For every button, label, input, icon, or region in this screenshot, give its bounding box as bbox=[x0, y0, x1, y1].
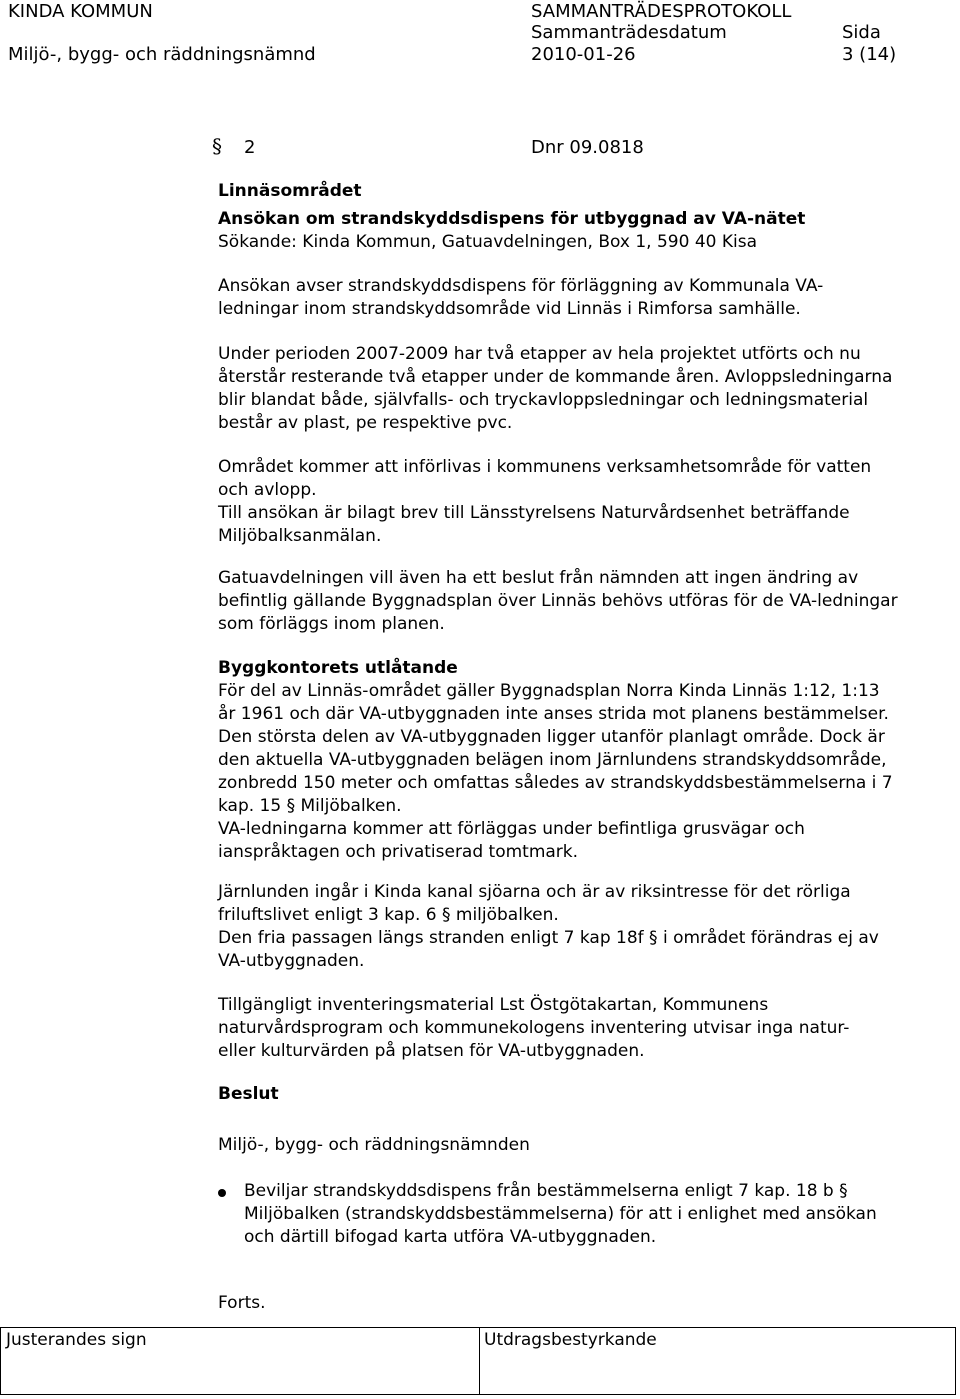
text-line: återstår resterande två etapper under de kommande åren. Avloppsledningarna bbox=[218, 367, 893, 387]
paragraph-byggkontor bbox=[218, 680, 960, 864]
org-name: KINDA KOMMUN bbox=[8, 1, 153, 22]
bullet-icon bbox=[218, 1189, 226, 1197]
meeting-date-label: Sammanträdesdatum bbox=[531, 22, 727, 43]
decision-bullet bbox=[244, 1180, 877, 1249]
footer-divider bbox=[479, 1328, 480, 1394]
text-line: Gatuavdelningen vill även ha ett beslut från nämnden att ingen ändring av bbox=[218, 568, 859, 588]
case-number: Dnr 09.0818 bbox=[531, 137, 644, 158]
paragraph-jarnlunden bbox=[218, 881, 960, 973]
text-line: Den fria passagen längs stranden enligt 7 kap 18f § i området förändras ej av bbox=[218, 928, 879, 948]
text-line: består av plast, pe respektive pvc. bbox=[218, 413, 513, 433]
item-title: Linnäsområdet bbox=[218, 181, 362, 201]
text-line: blir blandat både, självfalls- och tryckavloppsledningar och ledningsmaterial bbox=[218, 390, 869, 410]
text-line: VA-ledningarna kommer att förläggas under befintliga grusvägar och bbox=[218, 819, 805, 839]
text-line: naturvårdsprogram och kommunekologens inventering utvisar inga natur- bbox=[218, 1018, 850, 1038]
paragraph-application bbox=[218, 275, 960, 321]
item-number: 2 bbox=[244, 137, 256, 158]
text-line: och avlopp. bbox=[218, 480, 317, 500]
board-name: Miljö-, bygg- och räddningsnämnd bbox=[8, 44, 316, 65]
text-line: och därtill bifogad karta utföra VA-utbyggnaden. bbox=[244, 1227, 657, 1247]
paragraph-period bbox=[218, 343, 960, 435]
text-line: kap. 15 § Miljöbalken. bbox=[218, 796, 402, 816]
section-sign: § bbox=[212, 134, 222, 158]
text-line: befintlig gällande Byggnadsplan över Linnäs behövs utföras för de VA-ledningar bbox=[218, 591, 898, 611]
paragraph-area bbox=[218, 456, 960, 548]
page-label: Sida bbox=[842, 22, 881, 43]
text-line: år 1961 och där VA-utbyggnaden inte anses strida mot planens bestämmelser. bbox=[218, 704, 889, 724]
text-line: Beviljar strandskyddsdispens från bestämmelserna enligt 7 kap. 18 b § bbox=[244, 1181, 848, 1201]
text-line: Järnlunden ingår i Kinda kanal sjöarna och är av riksintresse för det rörliga bbox=[218, 882, 851, 902]
text-line: Området kommer att införlivas i kommunens verksamhetsområde för vatten bbox=[218, 457, 872, 477]
text-line: zonbredd 150 meter och omfattas således av strandskyddsbestämmelserna i 7 bbox=[218, 773, 893, 793]
text-line: Till ansökan är bilagt brev till Länsstyrelsens Naturvårdsenhet beträffande bbox=[218, 503, 850, 523]
heading-beslut: Beslut bbox=[218, 1084, 279, 1104]
text-line: VA-utbyggnaden. bbox=[218, 951, 365, 971]
text-line: Tillgängligt inventeringsmaterial Lst Östgötakartan, Kommunens bbox=[218, 995, 769, 1015]
paragraph-gatuavdelningen bbox=[218, 567, 960, 636]
text-line: eller kulturvärden på platsen för VA-utbyggnaden. bbox=[218, 1041, 645, 1061]
text-line: Den största delen av VA-utbyggnaden ligger utanför planlagt område. Dock är bbox=[218, 727, 885, 747]
text-line: friluftslivet enligt 3 kap. 6 § miljöbalken. bbox=[218, 905, 559, 925]
document-type: SAMMANTRÄDESPROTOKOLL bbox=[531, 1, 792, 22]
text-line: Under perioden 2007-2009 har två etapper av hela projektet utförts och nu bbox=[218, 344, 861, 364]
applicant: Sökande: Kinda Kommun, Gatuavdelningen, Box 1, 590 40 Kisa bbox=[218, 232, 757, 252]
paragraph-inventering bbox=[218, 994, 960, 1063]
text-line: ianspråktagen och privatiserad tomtmark. bbox=[218, 842, 579, 862]
text-line: För del av Linnäs-området gäller Byggnadsplan Norra Kinda Linnäs 1:12, 1:13 bbox=[218, 681, 880, 701]
meeting-date: 2010-01-26 bbox=[531, 44, 636, 65]
decision-body: Miljö-, bygg- och räddningsnämnden bbox=[218, 1135, 530, 1155]
item-subtitle: Ansökan om strandskyddsdispens för utbyggnad av VA-nätet bbox=[218, 209, 806, 229]
text-line: ledningar inom strandskyddsområde vid Linnäs i Rimforsa samhälle. bbox=[218, 299, 801, 319]
page-number: 3 (14) bbox=[842, 44, 897, 65]
continued-label: Forts. bbox=[218, 1293, 266, 1313]
text-line: Miljöbalksanmälan. bbox=[218, 526, 382, 546]
text-line: Ansökan avser strandskyddsdispens för förläggning av Kommunala VA- bbox=[218, 276, 824, 296]
certification-label: Utdragsbestyrkande bbox=[484, 1330, 657, 1350]
adjuster-sign-label: Justerandes sign bbox=[6, 1330, 147, 1350]
text-line: Miljöbalken (strandskyddsbestämmelserna) för att i enlighet med ansökan bbox=[244, 1204, 877, 1224]
text-line: som förläggs inom planen. bbox=[218, 614, 445, 634]
heading-byggkontor: Byggkontorets utlåtande bbox=[218, 658, 458, 678]
text-line: den aktuella VA-utbyggnaden belägen inom Järnlundens strandskyddsområde, bbox=[218, 750, 887, 770]
